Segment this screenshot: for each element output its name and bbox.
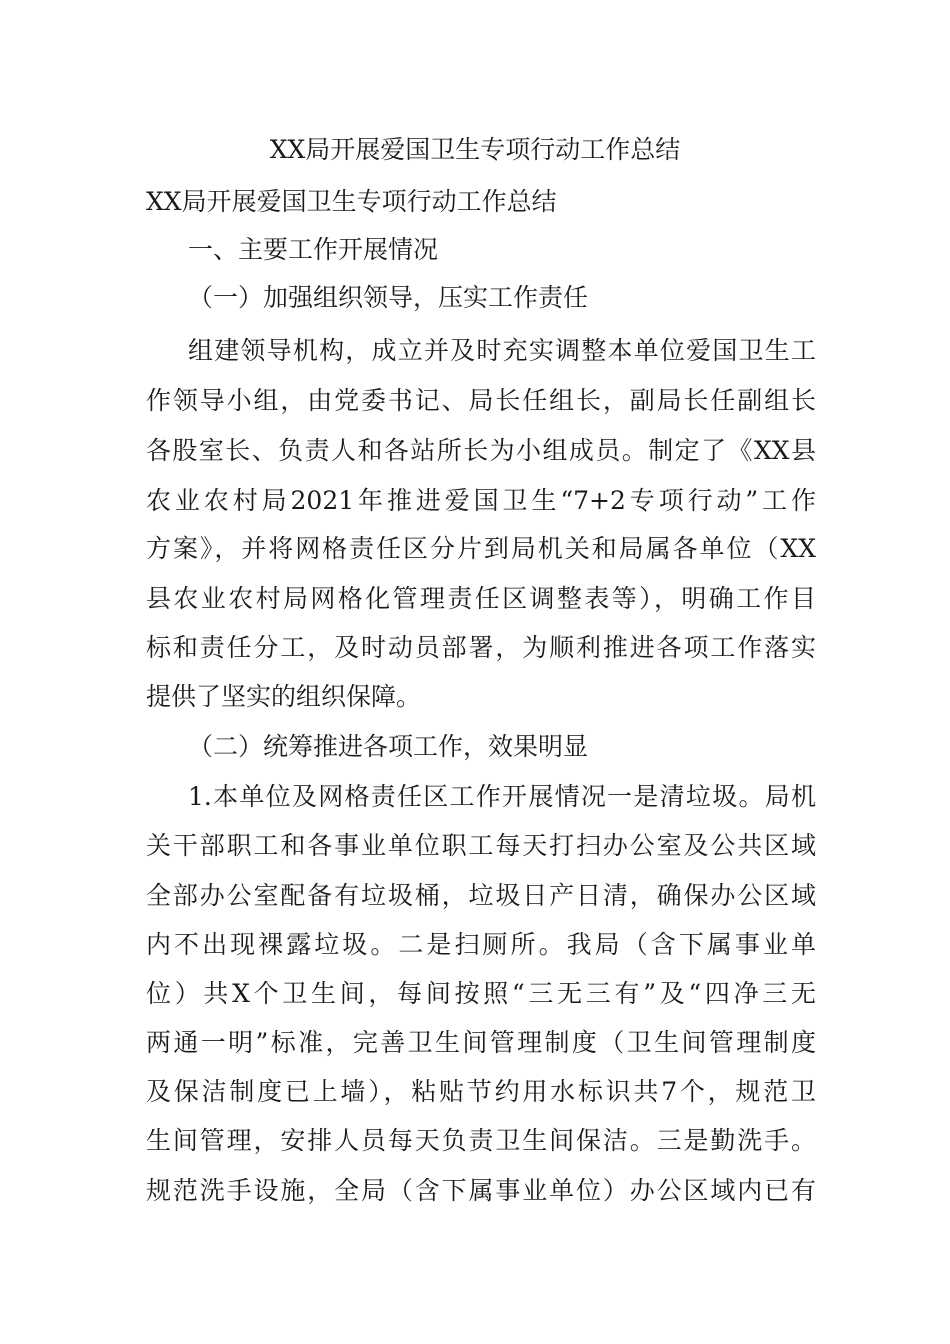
subsection-heading-2: （二）统筹推进各项工作，效果明显 (188, 732, 589, 761)
paragraph-1-line-8: 提供了坚实的组织保障。 (146, 682, 422, 711)
paragraph-1-line-2: 作领导小组，由党委书记、局长任组长，副局长任副组长 (146, 386, 816, 415)
paragraph-2-line-5: 位）共X个卫生间，每间按照“三无三有”及“四净三无 (146, 979, 816, 1008)
paragraph-2-line-8: 生间管理，安排人员每天负责卫生间保洁。三是勤洗手。 (146, 1126, 816, 1155)
paragraph-2-line-2: 关干部职工和各事业单位职工每天打扫办公室及公共区域 (146, 831, 816, 860)
repeated-title-line: XX局开展爱国卫生专项行动工作总结 (146, 187, 557, 216)
paragraph-2-line-4: 内不出现裸露垃圾。二是扫厕所。我局（含下属事业单 (146, 930, 816, 959)
paragraph-1-line-3: 各股室长、负责人和各站所长为小组成员。制定了《XX县 (146, 436, 816, 465)
paragraph-1-line-7: 标和责任分工，及时动员部署，为顺利推进各项工作落实 (146, 633, 816, 662)
document-title: XX局开展爱国卫生专项行动工作总结 (269, 135, 681, 164)
paragraph-2-line-6: 两通一明”标准，完善卫生间管理制度（卫生间管理制度 (146, 1028, 816, 1057)
paragraph-2-line-7: 及保洁制度已上墙），粘贴节约用水标识共7个，规范卫 (146, 1077, 816, 1106)
paragraph-1-line-4: 农业农村局2021年推进爱国卫生“7+2专项行动”工作 (146, 486, 816, 515)
paragraph-1-line-5: 方案》，并将网格责任区分片到局机关和局属各单位（XX (146, 534, 816, 563)
paragraph-2-line-1: 1.本单位及网格责任区工作开展情况一是清垃圾。局机 (188, 782, 816, 811)
paragraph-1-line-1: 组建领导机构，成立并及时充实调整本单位爱国卫生工 (188, 336, 816, 365)
section-heading-1: 一、主要工作开展情况 (188, 235, 439, 264)
paragraph-1-line-6: 县农业农村局网格化管理责任区调整表等），明确工作目 (146, 584, 816, 613)
paragraph-2-line-9: 规范洗手设施，全局（含下属事业单位）办公区域内已有 (146, 1176, 816, 1205)
subsection-heading-1: （一）加强组织领导，压实工作责任 (188, 283, 589, 312)
paragraph-2-line-3: 全部办公室配备有垃圾桶，垃圾日产日清，确保办公区域 (146, 881, 816, 910)
